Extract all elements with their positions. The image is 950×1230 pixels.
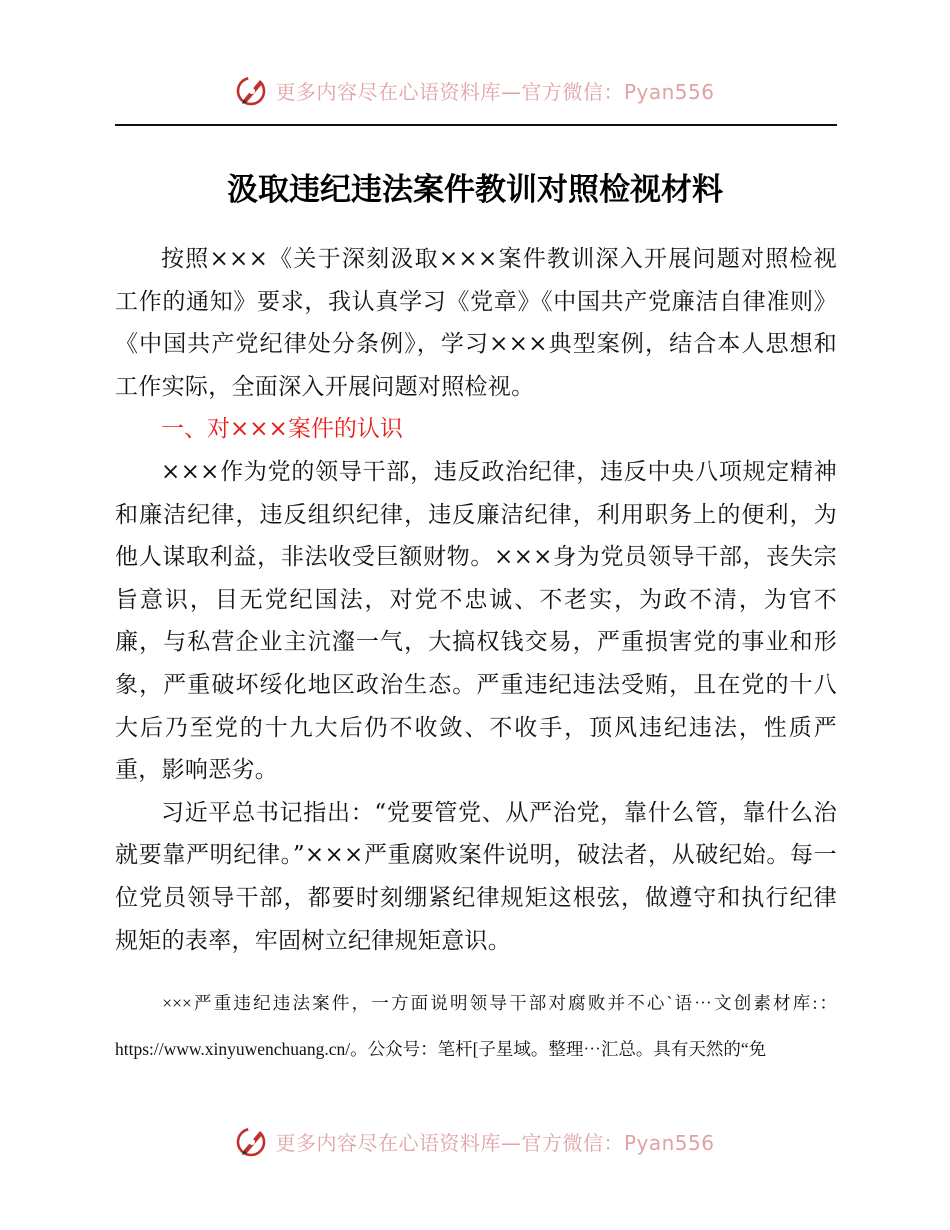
footer-banner xyxy=(0,1121,950,1161)
header-banner xyxy=(0,70,950,110)
banner-text: 更多内容尽在心语资料库—官方微信：Pyan556 xyxy=(275,1130,715,1155)
body-paragraph: 习近平总书记指出：“党要管党、从严治党，靠什么管，靠什么治就要靠严明纪律。”×××严重腐败案件说明，破法者，从破纪始。每一位党员领导干部，都要时刻绷紧纪律规矩这根弦，做遵守和执行纪律规矩的表率，牢固树立纪律规矩意识。 xyxy=(115,799,837,954)
body-paragraph: ×××作为党的领导干部，违反政治纪律，违反中央八项规定精神和廉洁纪律，违反组织纪律，违反廉洁纪律，利用职务上的便利，为他人谋取利益，非法收受巨额财物。×××身为党员领导干部，丧失宗旨意识，目无党纪国法，对党不忠诚、不老实，为政不清，为官不廉，与私营企业主沆瀣一气，大搞权钱交易，严重损害党的事业和形象，严重破坏绥化地区政治生态。严重违纪违法受贿，且在党的十八大后乃至党的十九大后仍不收敛、不收手，顶风违纪违法，性质严重，影响恶劣。 xyxy=(115,458,837,784)
banner-text: 更多内容尽在心语资料库—官方微信：Pyan556 xyxy=(275,79,715,104)
pen-logo-icon xyxy=(235,1124,269,1158)
document-title: 汲取违纪违法案件教训对照检视材料 xyxy=(227,172,723,208)
watermarked-paragraph: ×××严重违纪违法案件，一方面说明领导干部对腐败并不心`语⋯文创素材库:：https://www.xinyuwenchuang.cn/。公众号：笔杆[子星域。整理⋯汇总。具有天然的“免 xyxy=(115,993,837,1059)
section-heading: 一、对×××案件的认识 xyxy=(161,416,403,443)
header-divider xyxy=(115,124,837,126)
pen-logo-icon xyxy=(235,73,269,107)
document-body xyxy=(115,238,837,962)
intro-paragraph: 按照×××《关于深刻汲取×××案件教训深入开展问题对照检视工作的通知》要求，我认真学习《党章》《中国共产党廉洁自律准则》《中国共产党纪律处分条例》，学习×××典型案例，结合本人思想和工作实际，全面深入开展问题对照检视。 xyxy=(115,246,837,400)
